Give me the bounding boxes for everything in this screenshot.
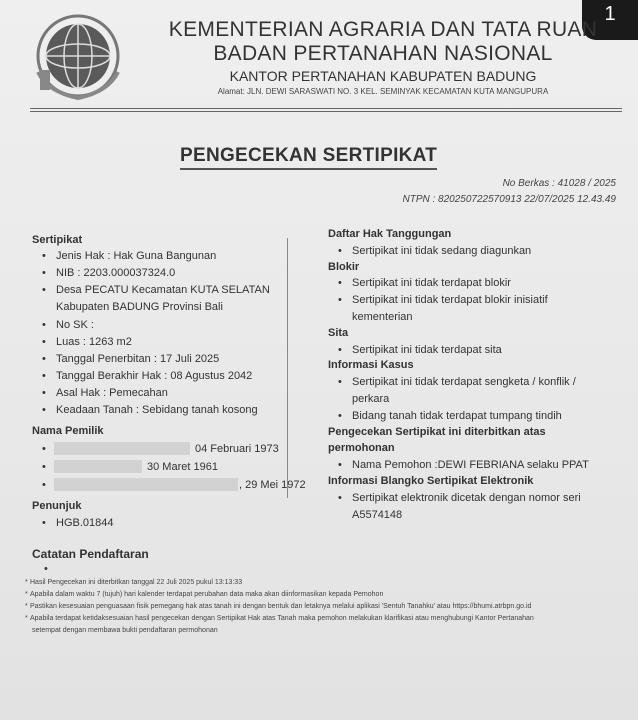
list-item: • Desa PECATU Kecamatan KUTA SELATAN	[56, 284, 270, 296]
list-item: • Sertipikat ini tidak terdapat blokir	[352, 277, 511, 289]
page-number-badge: 1	[582, 0, 638, 40]
list-item: • Sertipikat ini tidak terdapat sita	[352, 344, 502, 356]
list-item: • Jenis Hak : Hak Guna Bangunan	[56, 250, 216, 262]
column-divider	[287, 238, 288, 498]
list-item: • Luas : 1263 m2	[56, 336, 132, 348]
diterbitkan-heading: Pengecekan Sertipikat ini diterbitkan atas	[328, 426, 546, 438]
list-item-cont: kementerian	[352, 311, 413, 323]
note-line-cont: setempat dengan membawa bukti pendaftaran permohonan	[32, 627, 218, 634]
penunjuk-heading: Penunjuk	[32, 500, 82, 512]
kasus-heading: Informasi Kasus	[328, 359, 414, 371]
list-item: • Sertipikat elektronik dicetak dengan nomor seri	[352, 492, 581, 504]
header-rule	[30, 108, 622, 109]
ntpn: NTPN : 820250722570913 22/07/2025 12.43.49	[402, 194, 616, 205]
owner-birthdate: 04 Februari 1973	[195, 443, 279, 455]
document-title: PENGECEKAN SERTIPIKAT	[180, 145, 437, 170]
redacted-name	[54, 442, 190, 455]
note-line: * Hasil Pengecekan ini diterbitkan tanggal 22 Juli 2025 pukul 13:13:33	[30, 579, 242, 586]
list-item: • Asal Hak : Pemecahan	[56, 387, 168, 399]
sita-heading: Sita	[328, 327, 349, 339]
list-item: • Nama Pemohon :DEWI FEBRIANA selaku PPAT	[352, 459, 589, 471]
list-item: • Sertipikat ini tidak terdapat blokir inisiatif	[352, 294, 548, 306]
list-item: • No SK :	[56, 319, 94, 331]
diterbitkan-heading-2: permohonan	[328, 442, 395, 454]
list-item-cont: Kabupaten BADUNG Provinsi Bali	[56, 301, 223, 313]
note-line: * Apabila dalam waktu 7 (tujuh) hari kalender terdapat perubahan data maka akan diinformasikan kepada Pemohon	[30, 591, 383, 598]
sertipikat-heading: Sertipikat	[32, 234, 83, 246]
list-item-cont: perkara	[352, 393, 390, 405]
blokir-heading: Blokir	[328, 261, 360, 273]
list-item: • Tanggal Berakhir Hak : 08 Agustus 2042	[56, 370, 252, 382]
redacted-name	[54, 460, 142, 473]
list-item: • Sertipikat ini tidak terdapat sengketa / konflik /	[352, 376, 576, 388]
blangko-heading: Informasi Blangko Sertipikat Elektronik	[328, 475, 534, 487]
catatan-heading: Catatan Pendaftaran	[32, 547, 149, 561]
note-line: * Pastikan kesesuaian penguasaan fisik pemegang hak atas tanah ini dengan bentuk dan letaknya melalui aplikasi 'Sentuh Tanahku' atau https://bhumi.atrbpn.go.id	[30, 603, 531, 610]
no-berkas: No Berkas : 41028 / 2025	[502, 178, 616, 189]
list-item-cont: A5574148	[352, 509, 403, 521]
list-item: • NIB : 2203.000037324.0	[56, 267, 175, 279]
list-item: • Bidang tanah tidak terdapat tumpang tindih	[352, 410, 562, 422]
bpn-logo-icon	[28, 12, 128, 104]
ministry-name: KEMENTERIAN AGRARIA DAN TATA RUAN	[168, 18, 598, 41]
owner-birthdate: , 29 Mei 1972	[239, 479, 306, 491]
redacted-name	[54, 478, 238, 491]
pemilik-heading: Nama Pemilik	[32, 425, 104, 437]
list-item: • Sertipikat ini tidak sedang diagunkan	[352, 245, 531, 257]
hak-tanggungan-heading: Daftar Hak Tanggungan	[328, 228, 452, 240]
list-item: • Keadaan Tanah : Sebidang tanah kosong	[56, 404, 258, 416]
empty-bullet: •	[44, 563, 48, 575]
agency-name: BADAN PERTANAHAN NASIONAL	[213, 42, 553, 65]
office-name: KANTOR PERTANAHAN KABUPATEN BADUNG	[229, 68, 537, 84]
owner-birthdate: 30 Maret 1961	[147, 461, 218, 473]
list-item: • Tanggal Penerbitan : 17 Juli 2025	[56, 353, 219, 365]
office-address: Alamat: JLN. DEWI SARASWATI NO. 3 KEL. SEMINYAK KECAMATAN KUTA MANGUPURA	[217, 87, 549, 96]
list-item: • HGB.01844	[56, 517, 113, 529]
header-rule-2	[30, 111, 622, 112]
note-line: * Apabila terdapat ketidaksesuaian hasil pengecekan dengan Sertipikat Hak atas Tanah maka pemohon melakukan klarifikasi atau menghubungi Kantor Pertanahan	[30, 615, 534, 622]
